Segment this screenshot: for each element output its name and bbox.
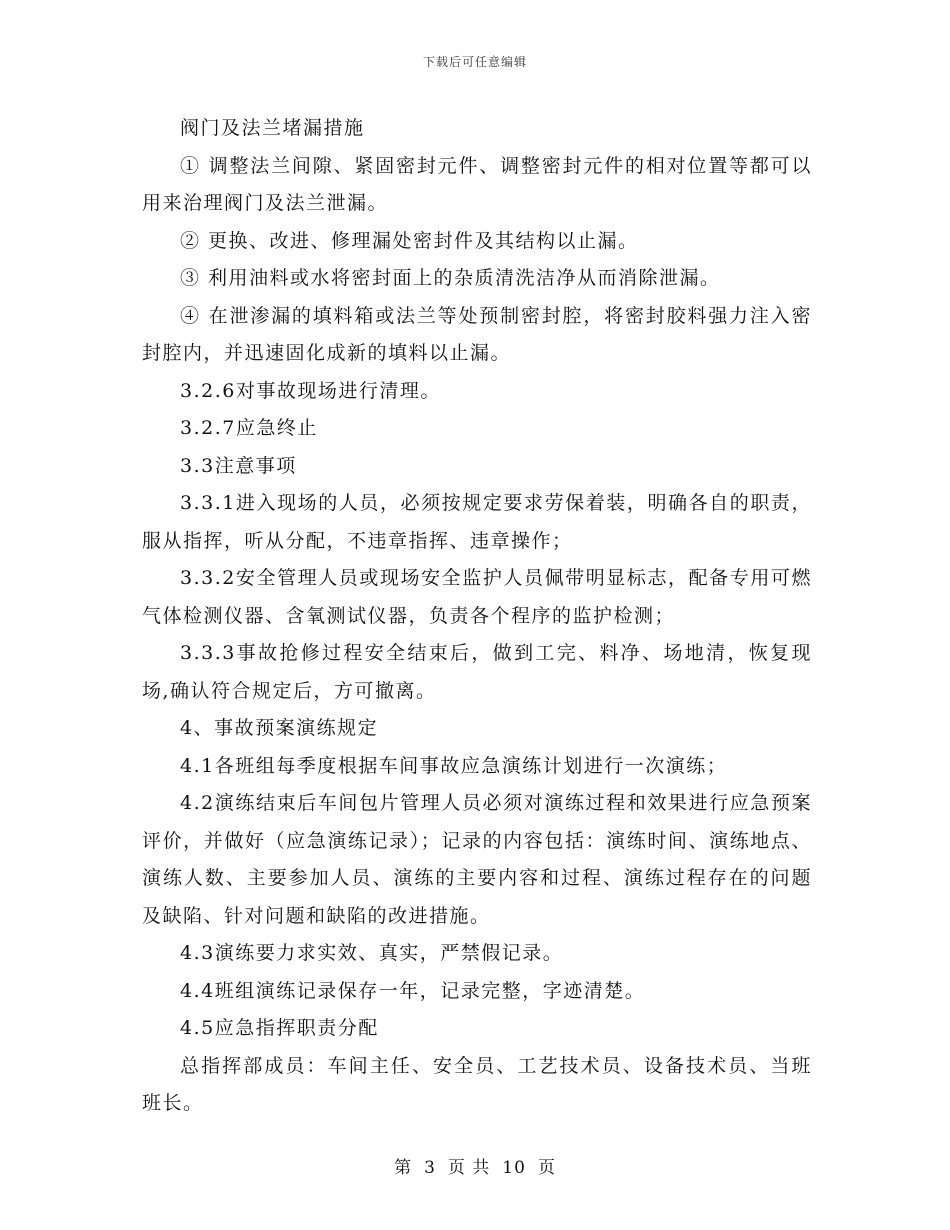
page-number-middle: 页 共 (447, 1158, 491, 1178)
section-title: 阀门及法兰堵漏措施 (180, 117, 365, 139)
paragraph: 3.2.7应急终止 (180, 417, 318, 439)
page-header-note: 下载后可任意编辑 (422, 55, 527, 69)
paragraph: 4.3演练要力求实效、真实，严禁假记录。 (180, 942, 564, 964)
paragraph: ④ 在泄渗漏的填料箱或法兰等处预制密封腔，将密封胶料强力注入密封腔内，并迅速固化成新的填料以止漏。 (142, 304, 812, 364)
paragraph: 3.3.3事故抢修过程安全结束后，做到工完、料净、场地清，恢复现场,确认符合规定后，方可撤离。 (142, 642, 812, 702)
page-number-prefix: 第 (394, 1158, 413, 1178)
section-title: 4、事故预案演练规定 (180, 717, 379, 739)
paragraph: 3.2.6对事故现场进行清理。 (180, 379, 441, 402)
page-number (0, 1153, 950, 1178)
paragraph: 总指挥部成员：车间主任、安全员、工艺技术员、设备技术员、当班班长。 (142, 1054, 812, 1114)
paragraph: 3.3.2安全管理人员或现场安全监护人员佩带明显标志，配备专用可燃气体检测仪器、含氧测试仪器，负责各个程序的监护检测； (142, 567, 812, 627)
paragraph: 4.5应急指挥职责分配 (180, 1017, 379, 1039)
document-body (142, 110, 812, 1123)
page-number-total: 10 (502, 1158, 526, 1178)
page-number-suffix: 页 (537, 1158, 556, 1178)
paragraph: ① 调整法兰间隙、紧固密封元件、调整密封元件的相对位置等都可以用来治理阀门及法兰泄漏。 (142, 154, 812, 214)
paragraph: ② 更换、改进、修理漏处密封件及其结构以止漏。 (180, 229, 639, 252)
paragraph: 4.1各班组每季度根据车间事故应急演练计划进行一次演练； (180, 754, 728, 777)
paragraph: ③ 利用油料或水将密封面上的杂质清洗洁净从而消除泄漏。 (180, 267, 721, 289)
paragraph: 3.3.1进入现场的人员，必须按规定要求劳保着装，明确各自的职责，服从指挥，听从分配，不违章指挥、违章操作； (142, 492, 812, 552)
paragraph: 4.4班组演练记录保存一年，记录完整，字迹清楚。 (180, 979, 646, 1002)
paragraph: 4.2演练结束后车间包片管理人员必须对演练过程和效果进行应急预案评价，并做好（应急演练记录）；记录的内容包括：演练时间、演练地点、演练人数、主要参加人员、演练的主要内容和过程、演练过程存在的问题及缺陷、针对问题和缺陷的改进措施。 (142, 792, 812, 927)
page-number-current: 3 (424, 1158, 436, 1178)
section-title: 3.3注意事项 (180, 454, 297, 477)
